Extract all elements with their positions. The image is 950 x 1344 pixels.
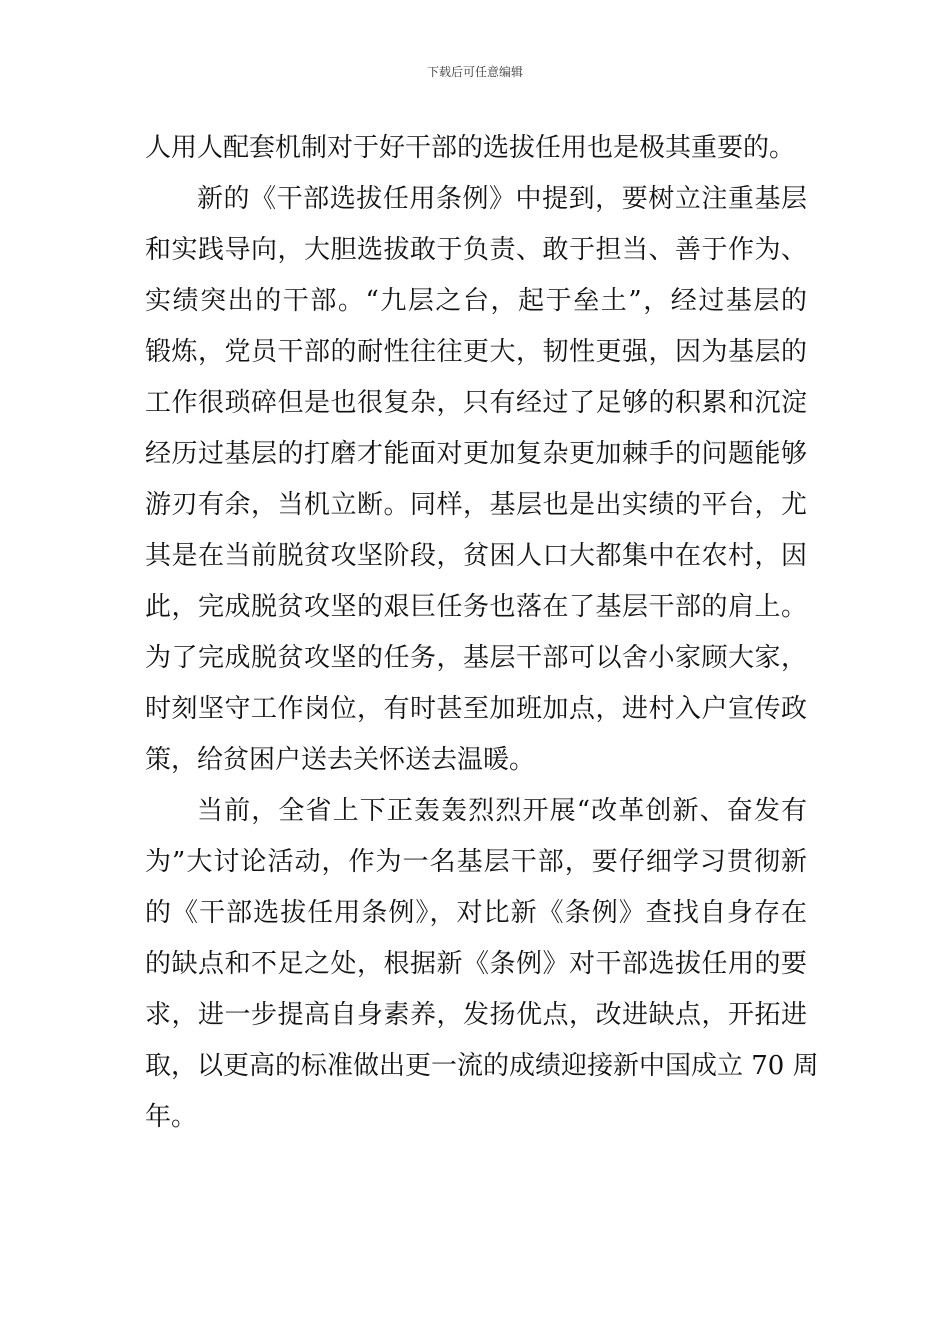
text-line: 经历过基层的打磨才能面对更加复杂更加棘手的问题能够 (145, 439, 807, 469)
text-line: 当前，全省上下正轰轰烈烈开展“改革创新、奋发有 (197, 796, 807, 826)
paragraph (145, 174, 807, 786)
text-line: 此，完成脱贫攻坚的艰巨任务也落在了基层干部的肩上。 (145, 592, 807, 622)
text-line: 的《干部选拔任用条例》，对比新《条例》查找自身存在 (145, 898, 807, 928)
paragraph (145, 123, 807, 174)
text-line: 人用人配套机制对于好干部的选拔任用也是极其重要的。 (145, 133, 796, 163)
text-line: 新的《干部选拔任用条例》中提到，要树立注重基层 (197, 184, 807, 214)
text-line: 锻炼，党员干部的耐性往往更大，韧性更强，因为基层的 (145, 337, 807, 367)
text-line: 取，以更高的标准做出更一流的成绩迎接新中国成立 70 周 (145, 1051, 819, 1081)
text-line: 时刻坚守工作岗位，有时甚至加班加点，进村入户宣传政 (145, 694, 807, 724)
text-line: 为”大讨论活动，作为一名基层干部，要仔细学习贯彻新 (145, 847, 807, 877)
page-header: 下载后可任意编辑 (426, 65, 523, 79)
text-line: 求，进一步提高自身素养，发扬优点，改进缺点，开拓进 (145, 1000, 807, 1030)
text-line: 和实践导向，大胆选拔敢于负责、敢于担当、善于作为、 (145, 235, 807, 265)
text-line: 游刃有余，当机立断。同样，基层也是出实绩的平台，尤 (145, 490, 807, 520)
paragraph (145, 786, 819, 1143)
text-line: 的缺点和不足之处，根据新《条例》对干部选拔任用的要 (145, 949, 807, 979)
text-line: 其是在当前脱贫攻坚阶段，贫困人口大都集中在农村，因 (145, 541, 807, 571)
document-body (145, 123, 819, 1143)
text-line: 为了完成脱贫攻坚的任务，基层干部可以舍小家顾大家， (145, 643, 807, 673)
text-line: 实绩突出的干部。“九层之台，起于垒土”，经过基层的 (145, 286, 807, 316)
text-line: 年。 (145, 1102, 198, 1132)
text-line: 策，给贫困户送去关怀送去温暖。 (145, 745, 536, 775)
text-line: 工作很琐碎但是也很复杂，只有经过了足够的积累和沉淀 (145, 388, 807, 418)
